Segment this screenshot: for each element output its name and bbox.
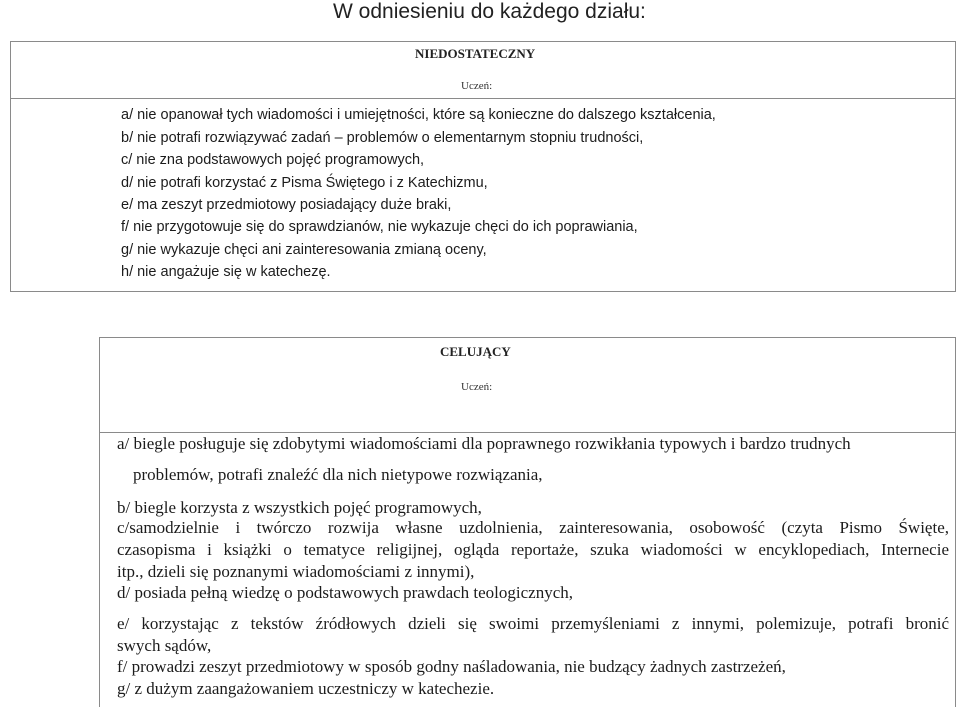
celujacy-item: czasopisma i książki o tematyce religijnej, ogląda reportaże, szuka wiadomości w encyklopediach, Internecie <box>117 540 949 559</box>
niedostateczny-item: d/ nie potrafi korzystać z Pisma Świętego i z Katechizmu, <box>121 175 488 191</box>
celujacy-item: c/samodzielnie i twórczo rozwija własne uzdolnienia, zainteresowania, osobowość (czyta Pismo Święte, <box>117 518 949 537</box>
page-title: W odniesieniu do każdego działu: <box>333 0 646 23</box>
niedostateczny-item: c/ nie zna podstawowych pojęć programowych, <box>121 152 425 168</box>
niedostateczny-item: f/ nie przygotowuje się do sprawdzianów, nie wykazuje chęci do ich poprawiania, <box>121 219 638 235</box>
celujacy-item: b/ biegle korzysta z wszystkich pojęć programowych, <box>117 498 482 517</box>
celujacy-item: a/ biegle posługuje się zdobytymi wiadomościami dla poprawnego rozwikłania typowych i bardzo trudnych <box>117 434 851 453</box>
niedostateczny-subheading: Uczeń: <box>461 80 493 92</box>
niedostateczny-item: h/ nie angażuje się w katechezę. <box>121 264 331 280</box>
niedostateczny-heading: NIEDOSTATECZNY <box>415 46 536 61</box>
niedostateczny-item: a/ nie opanował tych wiadomości i umiejętności, które są konieczne do dalszego kształcenia, <box>121 107 716 123</box>
celujacy-item: g/ z dużym zaangażowaniem uczestniczy w katechezie. <box>117 679 495 698</box>
celujacy-item: itp., dzieli się poznanymi wiadomościami z innymi), <box>117 562 475 581</box>
celujacy-item: d/ posiada pełną wiedzę o podstawowych prawdach teologicznych, <box>117 583 574 602</box>
celujacy-subheading: Uczeń: <box>461 381 493 393</box>
celujacy-item: e/ korzystając z tekstów źródłowych dzieli się swoimi przemyśleniami z innymi, polemizuje, potrafi bronić <box>117 614 949 633</box>
niedostateczny-item: b/ nie potrafi rozwiązywać zadań – problemów o elementarnym stopniu trudności, <box>121 130 644 146</box>
celujacy-item: problemów, potrafi znaleźć dla nich nietypowe rozwiązania, <box>133 465 543 484</box>
celujacy-heading: CELUJĄCY <box>440 344 511 359</box>
niedostateczny-item: g/ nie wykazuje chęci ani zainteresowania zmianą oceny, <box>121 242 487 258</box>
celujacy-item: swych sądów, <box>117 636 212 655</box>
section-divider <box>100 432 955 433</box>
celujacy-item: f/ prowadzi zeszyt przedmiotowy w sposób godny naśladowania, nie budzący żadnych zastrzeżeń, <box>117 657 786 676</box>
section-divider <box>11 98 955 99</box>
niedostateczny-item: e/ ma zeszyt przedmiotowy posiadający duże braki, <box>121 197 452 213</box>
